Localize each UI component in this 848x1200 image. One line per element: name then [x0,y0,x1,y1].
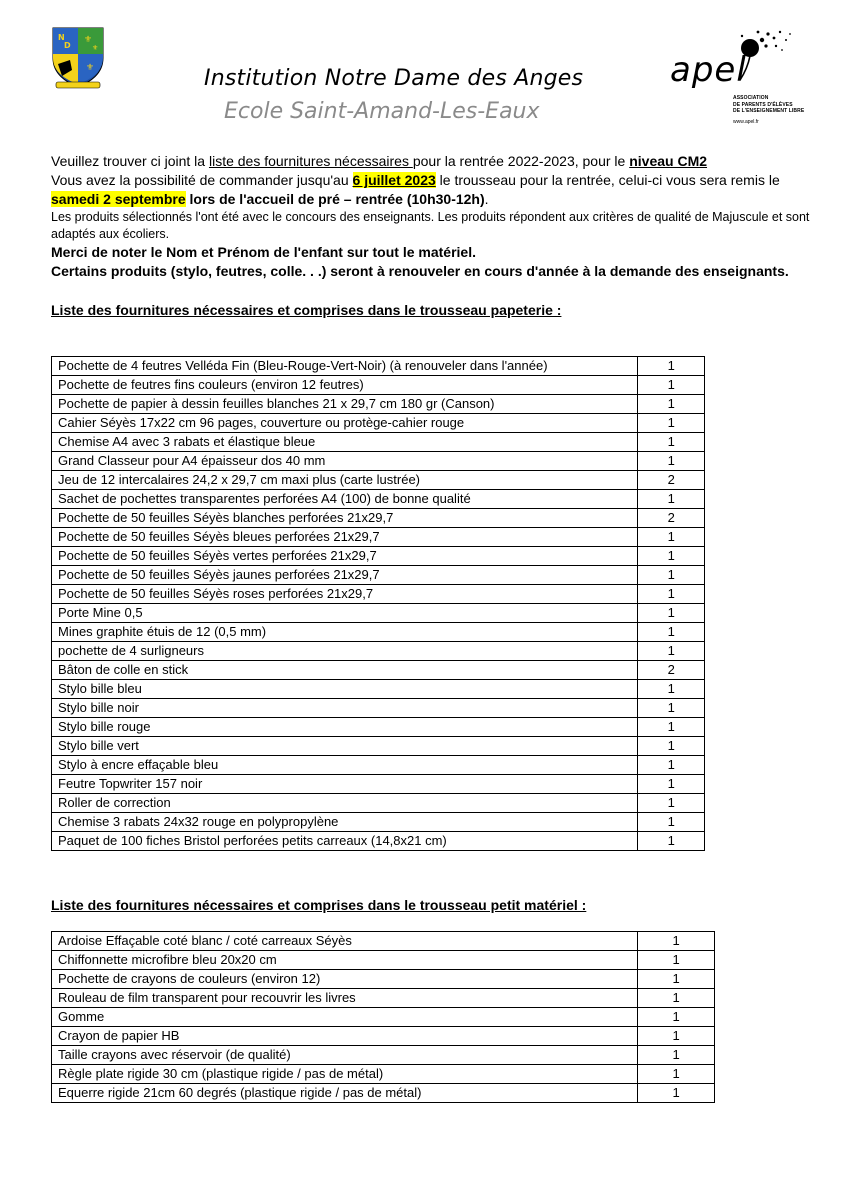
item-quantity: 1 [638,699,705,718]
school-crest-logo-icon [50,24,106,90]
item-quantity: 1 [638,1084,715,1103]
item-name: Jeu de 12 intercalaires 24,2 x 29,7 cm maxi plus (carte lustrée) [52,471,638,490]
item-quantity: 1 [638,680,705,699]
section-title-papeterie: Liste des fournitures nécessaires et comprises dans le trousseau papeterie : [51,302,562,318]
item-name: Pochette de 50 feuilles Séyès roses perforées 21x29,7 [52,585,638,604]
intro-line-5: Merci de noter le Nom et Prénom de l'enfant sur tout le matériel. [51,244,476,260]
intro-text-fragment: Veuillez trouver ci joint la [51,153,209,169]
table-row [52,509,705,528]
item-name: Cahier Séyès 17x22 cm 96 pages, couverture ou protège-cahier rouge [52,414,638,433]
item-quantity: 1 [638,376,705,395]
apel-line: ASSOCIATION [733,95,769,101]
item-name: Stylo à encre effaçable bleu [52,756,638,775]
item-name: Bâton de colle en stick [52,661,638,680]
table-row [52,642,705,661]
table-row [52,395,705,414]
item-quantity: 1 [638,623,705,642]
table-row [52,756,705,775]
intro-line-1 [51,152,811,171]
item-quantity: 1 [638,547,705,566]
item-quantity: 2 [638,471,705,490]
table-row [52,1065,715,1084]
table-row [52,1046,715,1065]
table-row [52,832,705,851]
table-row [52,932,715,951]
petit-materiel-table [51,931,715,1103]
table-row [52,414,705,433]
table-row [52,547,705,566]
table-row [52,357,705,376]
svg-text:⚜: ⚜ [84,35,93,45]
item-name: Chemise 3 rabats 24x32 rouge en polypropylène [52,813,638,832]
item-name: Crayon de papier HB [52,1027,638,1046]
item-name: Chemise A4 avec 3 rabats et élastique bleue [52,433,638,452]
item-quantity: 1 [638,970,715,989]
item-quantity: 2 [638,509,705,528]
item-name: Paquet de 100 fiches Bristol perforées petits carreaux (14,8x21 cm) [52,832,638,851]
item-name: Règle plate rigide 30 cm (plastique rigide / pas de métal) [52,1065,638,1084]
item-name: Chiffonnette microfibre bleu 20x20 cm [52,951,638,970]
item-quantity: 1 [638,1046,715,1065]
item-quantity: 1 [638,1065,715,1084]
item-quantity: 1 [638,585,705,604]
item-quantity: 1 [638,452,705,471]
intro-line-4: Les produits sélectionnés l'ont été avec le concours des enseignants. Les produits répondent aux critères de qualité de Majuscule et sont adaptés aux écoliers. [51,210,810,241]
intro-line-2 [51,171,811,190]
item-name: Pochette de 4 feutres Velléda Fin (Bleu-Rouge-Vert-Noir) (à renouveler dans l'année) [52,357,638,376]
item-name: Pochette de crayons de couleurs (environ 12) [52,970,638,989]
svg-text:⚜: ⚜ [86,63,95,73]
item-quantity: 1 [638,414,705,433]
item-name: Stylo bille rouge [52,718,638,737]
table-row [52,794,705,813]
item-name: Mines graphite étuis de 12 (0,5 mm) [52,623,638,642]
item-name: Pochette de 50 feuilles Séyès vertes perforées 21x29,7 [52,547,638,566]
item-name: Ardoise Effaçable coté blanc / coté carreaux Séyès [52,932,638,951]
apel-line: DE PARENTS D'ÉLÈVES [733,101,793,108]
item-quantity: 1 [638,832,705,851]
item-name: Pochette de 50 feuilles Séyès blanches perforées 21x29,7 [52,509,638,528]
item-name: Taille crayons avec réservoir (de qualité) [52,1046,638,1065]
item-quantity: 1 [638,813,705,832]
school-name: Institution Notre Dame des Anges [204,66,584,91]
table-row [52,1008,715,1027]
item-name: Gomme [52,1008,638,1027]
item-name: pochette de 4 surligneurs [52,642,638,661]
class-level: niveau CM2 [629,153,708,169]
item-name: Grand Classeur pour A4 épaisseur dos 40 mm [52,452,638,471]
delivery-date: samedi 2 septembre [51,191,186,207]
delivery-details: lors de l'accueil de pré – rentrée (10h30-12h) [185,191,485,207]
item-quantity: 1 [638,528,705,547]
table-row [52,452,705,471]
table-row [52,699,705,718]
item-name: Porte Mine 0,5 [52,604,638,623]
intro-text-fragment: . [484,191,489,207]
apel-wordmark: apel [670,50,747,90]
table-row [52,585,705,604]
table-row [52,661,705,680]
table-row [52,680,705,699]
svg-text:D: D [64,41,71,50]
item-quantity: 1 [638,357,705,376]
item-quantity: 1 [638,951,715,970]
intro-text-fragment: Vous avez la possibilité de commander jusqu'au [51,172,353,188]
table-row [52,376,705,395]
item-quantity: 1 [638,1027,715,1046]
item-quantity: 1 [638,756,705,775]
item-name: Roller de correction [52,794,638,813]
apel-subtitle [733,95,804,115]
item-quantity: 2 [638,661,705,680]
intro-text [51,152,811,281]
table-row [52,433,705,452]
table-row [52,718,705,737]
item-name: Pochette de feutres fins couleurs (environ 12 feutres) [52,376,638,395]
item-name: Sachet de pochettes transparentes perforées A4 (100) de bonne qualité [52,490,638,509]
item-quantity: 1 [638,566,705,585]
apel-line: DE L'ENSEIGNEMENT LIBRE [733,108,805,114]
item-quantity: 1 [638,433,705,452]
school-subtitle: Ecole Saint-Amand-Les-Eaux [224,99,540,124]
table-row [52,490,705,509]
table-row [52,775,705,794]
apel-url: www.apel.fr [733,119,759,125]
item-quantity: 1 [638,395,705,414]
item-name: Pochette de 50 feuilles Séyès jaunes perforées 21x29,7 [52,566,638,585]
svg-text:N: N [58,33,65,42]
table-row [52,604,705,623]
table-row [52,623,705,642]
table-row [52,1027,715,1046]
intro-line-3 [51,190,811,209]
item-quantity: 1 [638,718,705,737]
intro-line-6: Certains produits (stylo, feutres, colle. . .) seront à renouveler en cours d'année à la demande des enseignants. [51,263,789,279]
table-row [52,951,715,970]
item-name: Stylo bille bleu [52,680,638,699]
intro-text-fragment: le trousseau pour la rentrée, celui-ci vous sera remis le [435,172,780,188]
item-quantity: 1 [638,490,705,509]
table-row [52,528,705,547]
table-row [52,471,705,490]
table-row [52,1084,715,1103]
intro-text-fragment: pour la rentrée 2022-2023, pour le [412,153,630,169]
item-name: Equerre rigide 21cm 60 degrés (plastique rigide / pas de métal) [52,1084,638,1103]
item-name: Rouleau de film transparent pour recouvrir les livres [52,989,638,1008]
order-deadline: 6 juillet 2023 [352,172,436,188]
item-name: Pochette de 50 feuilles Séyès bleues perforées 21x29,7 [52,528,638,547]
item-quantity: 1 [638,1008,715,1027]
section-title-petit-materiel: Liste des fournitures nécessaires et comprises dans le trousseau petit matériel : [51,897,587,913]
item-name: Stylo bille noir [52,699,638,718]
item-quantity: 1 [638,775,705,794]
item-quantity: 1 [638,737,705,756]
item-quantity: 1 [638,989,715,1008]
item-name: Stylo bille vert [52,737,638,756]
table-row [52,737,705,756]
table-row [52,813,705,832]
svg-text:⚜: ⚜ [92,44,99,52]
table-row [52,970,715,989]
item-name: Feutre Topwriter 157 noir [52,775,638,794]
supplies-list-link: liste des fournitures nécessaires [208,153,413,169]
table-row [52,989,715,1008]
item-name: Pochette de papier à dessin feuilles blanches 21 x 29,7 cm 180 gr (Canson) [52,395,638,414]
item-quantity: 1 [638,794,705,813]
item-quantity: 1 [638,604,705,623]
item-quantity: 1 [638,642,705,661]
papeterie-table [51,356,705,851]
table-row [52,566,705,585]
item-quantity: 1 [638,932,715,951]
